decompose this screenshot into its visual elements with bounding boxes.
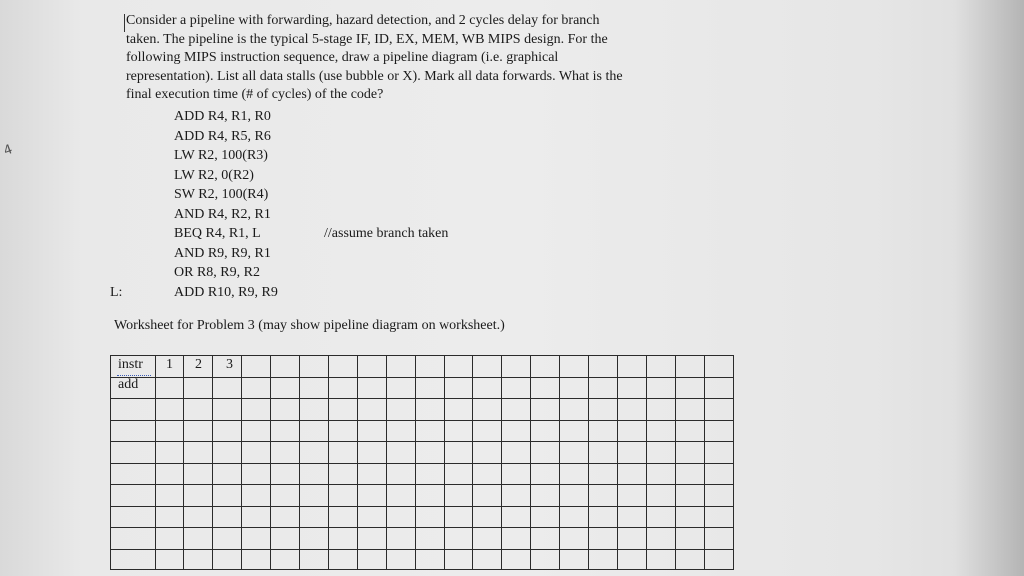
code-instruction: ADD R4, R1, R0 [174,109,271,124]
worksheet-title: Worksheet for Problem 3 (may show pipeline diagram on worksheet.) [114,318,505,333]
code-instruction: ADD R4, R5, R6 [174,128,271,144]
code-instruction: OR R8, R9, R2 [174,265,260,280]
grid-header-cycle: 3 [226,357,233,372]
text-cursor [124,14,125,32]
pipeline-worksheet-grid [110,355,734,570]
problem-line: representation). List all data stalls (use bubble or X). Mark all data forwards. What is the [126,68,623,84]
problem-statement [126,12,726,105]
code-instruction: BEQ R4, R1, L [174,226,261,241]
spellcheck-underline [117,374,151,376]
grid-header-instr: instr [118,357,143,372]
problem-line: following MIPS instruction sequence, draw a pipeline diagram (i.e. graphical [126,50,559,65]
problem-line: Consider a pipeline with forwarding, hazard detection, and 2 cycles delay for branch [126,13,600,28]
code-instruction: SW R2, 100(R4) [174,187,269,202]
code-comment: //assume branch taken [324,226,449,241]
grid-lines [110,355,734,570]
code-instruction: ADD R10, R9, R9 [174,284,278,300]
grid-row-label: add [118,377,139,392]
grid-header-cycle: 2 [195,357,202,372]
problem-line: taken. The pipeline is the typical 5-stage IF, ID, EX, MEM, WB MIPS design. For the [126,31,608,47]
code-instruction: LW R2, 0(R2) [174,167,254,183]
code-instruction: AND R4, R2, R1 [174,206,271,222]
grid-header-cycle: 1 [166,357,173,372]
page-shadow [954,0,1024,576]
code-instruction: LW R2, 100(R3) [174,148,268,163]
code-instruction: AND R9, R9, R1 [174,245,271,261]
problem-line: final execution time (# of cycles) of the code? [126,87,384,102]
margin-pen-mark: 4 [1,142,15,159]
code-label: L: [110,284,123,300]
